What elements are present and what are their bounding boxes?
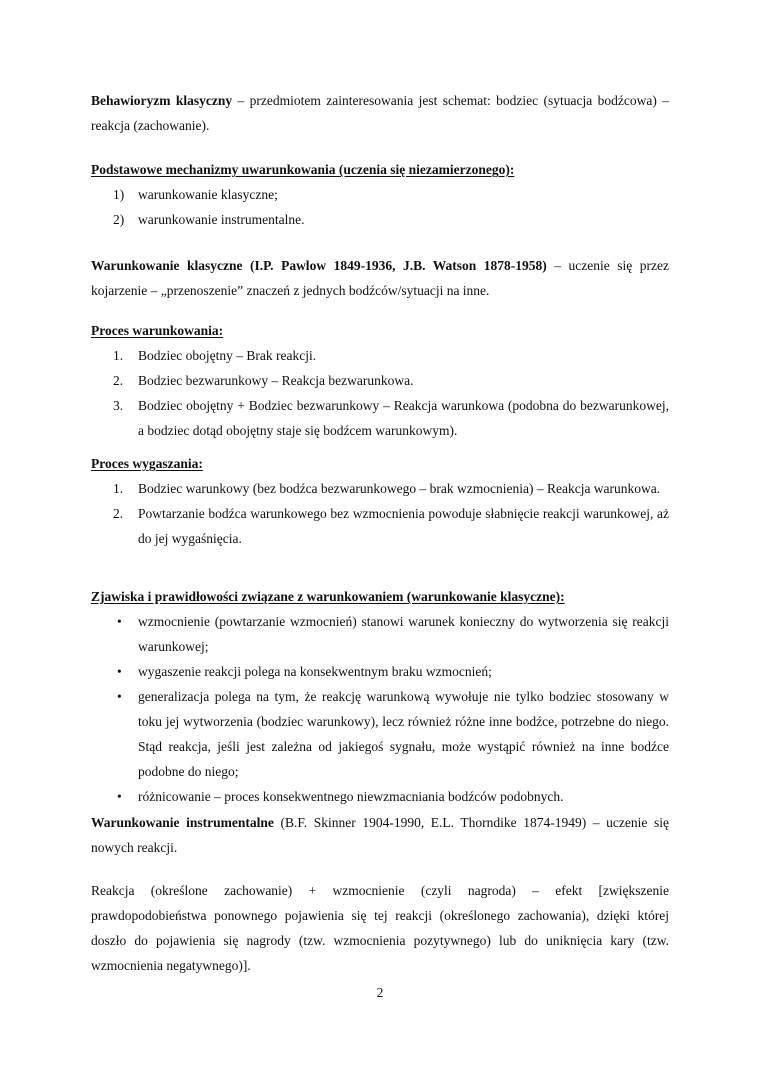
- mechanisms-section: [91, 157, 669, 232]
- bullet-icon: •: [117, 664, 122, 679]
- list-item-number: 2.: [113, 506, 124, 521]
- list-item: [91, 501, 669, 551]
- bullet-icon: •: [117, 614, 122, 629]
- classical-conditioning-heading: Warunkowanie klasyczne (I.P. Pawlow 1849-1936, J.B. Watson 1878-1958): [91, 258, 547, 273]
- list-item-number: 3.: [113, 398, 124, 413]
- behaviorism-heading: Behawioryzm klasyczny: [91, 93, 233, 108]
- extinction-process-heading: Proces wygaszania:: [91, 456, 203, 471]
- list-item: [91, 784, 669, 809]
- mechanisms-list: [91, 182, 669, 232]
- list-item: [91, 684, 669, 784]
- bullet-icon: •: [117, 789, 122, 804]
- list-item: [91, 207, 669, 232]
- list-item-number: 1): [113, 187, 125, 202]
- list-item-number: 1.: [113, 481, 124, 496]
- list-item-text: Bodziec obojętny – Brak reakcji.: [138, 348, 317, 363]
- list-item: [91, 368, 669, 393]
- instrumental-conditioning-heading: Warunkowanie instrumentalne: [91, 815, 274, 830]
- bullet-icon: •: [117, 689, 122, 704]
- phenomena-list: [91, 609, 669, 809]
- list-item-text: warunkowanie instrumentalne.: [138, 212, 305, 227]
- mechanisms-heading: Podstawowe mechanizmy uwarunkowania (uczenia się niezamierzonego):: [91, 162, 515, 177]
- list-item-number: 2): [113, 212, 125, 227]
- list-item: [91, 659, 669, 684]
- list-item-text: Bodziec bezwarunkowy – Reakcja bezwarunkowa.: [138, 373, 414, 388]
- list-item-text: Bodziec obojętny + Bodziec bezwarunkowy – Reakcja warunkowa (podobna do bezwarunkowej, a bodziec dotąd obojętny staje się bodźcem warunkowym).: [138, 398, 669, 438]
- list-item: [91, 393, 669, 443]
- conditioning-process-heading: Proces warunkowania:: [91, 323, 224, 338]
- extinction-process-section: [91, 451, 669, 551]
- conditioning-process-list: [91, 343, 669, 443]
- list-item-number: 1.: [113, 348, 124, 363]
- instrumental-conditioning-paragraph: [91, 810, 669, 860]
- list-item-text: generalizacja polega na tym, że reakcję warunkową wywołuje nie tylko bodziec stosowany w toku jej wytworzenia (bodziec warunkowy), lecz również różne inne bodźce, potrzebne do niego. Stąd reakcja, jeśli jest zależna od jakiegoś sygnału, może wystąpić również na inne bodźce podobne do niego;: [138, 689, 669, 779]
- list-item-text: Bodziec warunkowy (bez bodźca bezwarunkowego – brak wzmocnienia) – Reakcja warunkowa.: [138, 481, 661, 496]
- phenomena-heading: Zjawiska i prawidłowości związane z warunkowaniem (warunkowanie klasyczne):: [91, 589, 565, 604]
- instrumental-conditioning-authors: (B.F. Skinner 1904-1990, E.L. Thorndike 1874-1949): [273, 815, 587, 830]
- classical-conditioning-paragraph: [91, 253, 669, 303]
- reaction-reinforcement-paragraph: [91, 878, 669, 978]
- list-item-text: różnicowanie – proces konsekwentnego niewzmacniania bodźców podobnych.: [138, 789, 564, 804]
- list-item-text: Powtarzanie bodźca warunkowego bez wzmocnienia powoduje słabnięcie reakcji warunkowej, aż do jej wygaśnięcia.: [138, 506, 669, 546]
- extinction-process-list: [91, 476, 669, 551]
- behaviorism-paragraph: [91, 88, 669, 138]
- page-number: 2: [376, 985, 384, 1000]
- list-item-text: wzmocnienie (powtarzanie wzmocnień) stanowi warunek konieczny do wytworzenia się reakcji warunkowej;: [138, 614, 669, 654]
- list-item-number: 2.: [113, 373, 124, 388]
- list-item-text: wygaszenie reakcji polega na konsekwentnym braku wzmocnień;: [138, 664, 492, 679]
- list-item-text: warunkowanie klasyczne;: [138, 187, 278, 202]
- list-item: [91, 609, 669, 659]
- conditioning-process-section: [91, 318, 669, 443]
- list-item: [91, 476, 669, 501]
- instrumental-conditioning-text: – uczenie się nowych reakcji.: [91, 815, 669, 855]
- phenomena-section: [91, 584, 669, 809]
- list-item: [91, 182, 669, 207]
- behaviorism-text: – przedmiotem zainteresowania jest schemat: bodziec (sytuacja bodźcowa) – reakcja (zachowanie).: [91, 93, 669, 133]
- reaction-reinforcement-text: Reakcja (określone zachowanie) + wzmocnienie (czyli nagroda) – efekt [zwiększenie prawdopodobieństwa ponownego pojawienia się tej reakcji (określonego zachowania), dzięki której doszło do pojawienia się nagrody (tzw. wzmocnienia pozytywnego) lub do uniknięcia kary (tzw. wzmocnienia negatywnego)].: [91, 883, 669, 973]
- list-item: [91, 343, 669, 368]
- classical-conditioning-text: – uczenie się przez kojarzenie – „przenoszenie” znaczeń z jednych bodźców/sytuacji na inne.: [91, 258, 670, 298]
